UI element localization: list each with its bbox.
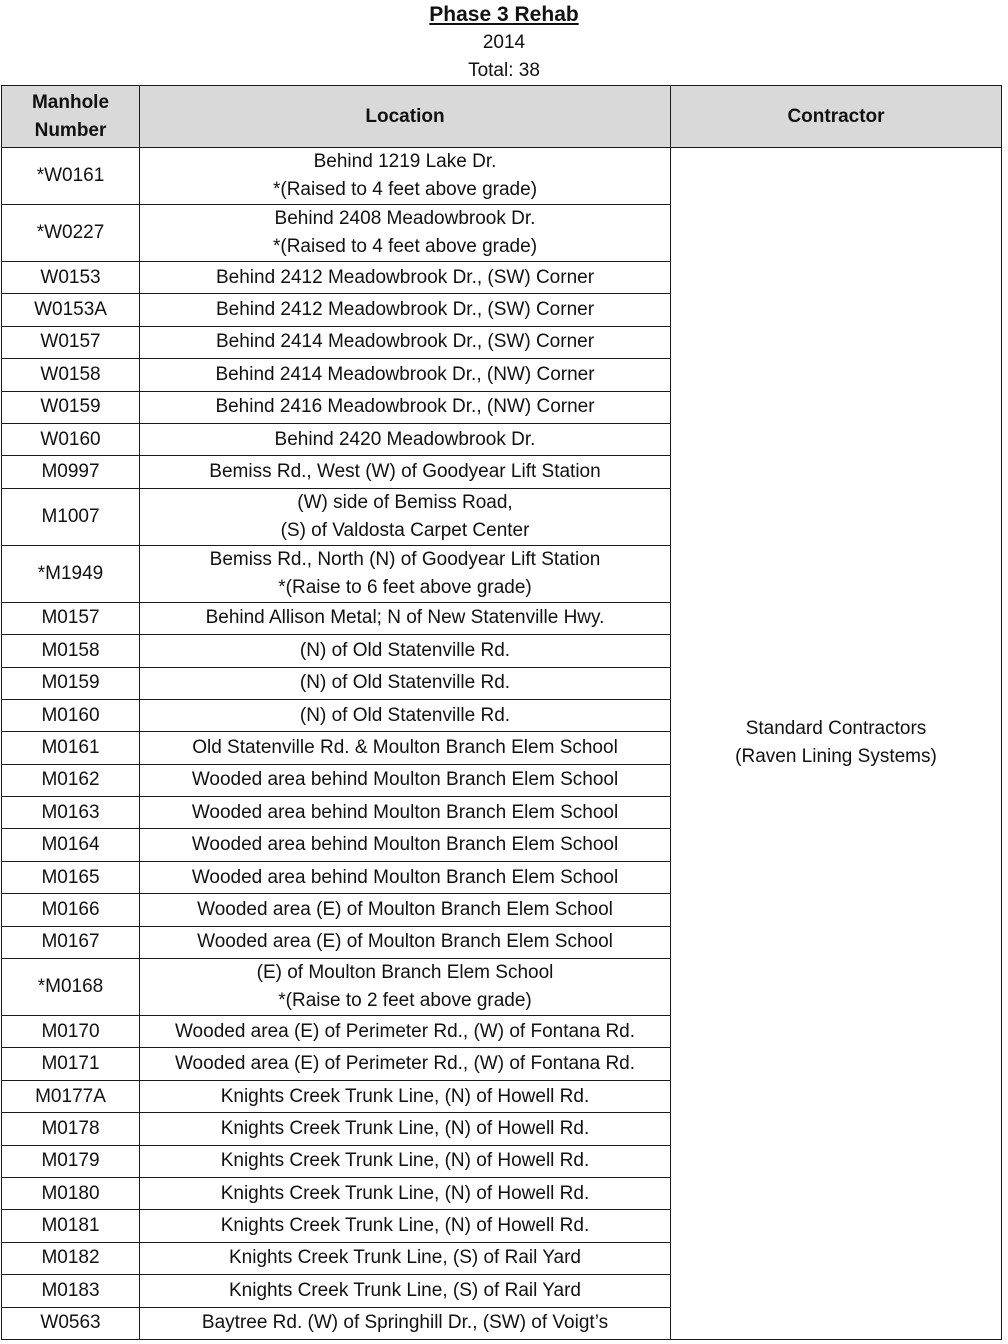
location-line1: Behind 2408 Meadowbrook Dr. [274,208,536,229]
manhole-number-cell: W0159 [2,391,140,423]
manhole-number-cell: M0165 [2,861,140,893]
table-header-row [2,86,1002,148]
location-line2: *(Raised to 4 feet above grade) [272,236,538,257]
manhole-number-cell: W0157 [2,326,140,358]
location-cell [140,732,671,764]
location-cell [140,456,671,488]
manhole-rehab-table [1,85,1002,1340]
location-cell [140,326,671,358]
location-cell [140,959,671,1016]
location-line1: Knights Creek Trunk Line, (N) of Howell Rd. [220,1117,590,1139]
manhole-number-cell: M1007 [2,488,140,545]
location-cell [140,926,671,958]
location-cell [140,294,671,326]
location-cell [140,1242,671,1274]
year-label: 2014 [482,32,526,53]
manhole-number-cell: M0178 [2,1113,140,1145]
manhole-number-cell: M0163 [2,797,140,829]
location-cell [140,262,671,294]
manhole-number-cell: *W0227 [2,205,140,262]
location-cell [140,764,671,796]
location-cell [140,1048,671,1080]
manhole-number-cell: W0563 [2,1307,140,1339]
location-line1: Wooded area behind Moulton Branch Elem School [191,866,619,888]
location-cell [140,1113,671,1145]
location-header: Location [140,86,671,148]
location-line2: *(Raise to 6 feet above grade) [278,576,532,598]
manhole-number-cell: *M1949 [2,545,140,602]
location-line1: Behind 1219 Lake Dr. [313,151,497,172]
manhole-number-cell: M0159 [2,667,140,699]
location-cell [140,699,671,731]
location-cell [140,829,671,861]
manhole-number-cell: M0177A [2,1080,140,1112]
location-cell [140,423,671,455]
location-line1: Wooded area behind Moulton Branch Elem School [191,801,619,823]
manhole-number-cell: M0160 [2,699,140,731]
location-line1: Behind 2414 Meadowbrook Dr., (NW) Corner [215,363,595,385]
manhole-number-cell: M0180 [2,1177,140,1209]
manhole-number-cell: M0167 [2,926,140,958]
location-line1: Knights Creek Trunk Line, (N) of Howell Rd. [220,1085,590,1107]
location-line1: Wooded area (E) of Moulton Branch Elem School [197,898,613,920]
location-line1: (N) of Old Statenville Rd. [299,672,511,694]
location-line1: Old Statenville Rd. & Moulton Branch Elem School [192,736,618,758]
manhole-number-cell: *M0168 [2,959,140,1016]
location-line1: Behind 2412 Meadowbrook Dr., (SW) Corner [215,266,595,288]
location-cell [140,667,671,699]
location-cell [140,1080,671,1112]
location-cell [140,1016,671,1048]
location-line1: Bemiss Rd., West (W) of Goodyear Lift Station [209,461,601,483]
location-cell [140,1275,671,1307]
table-row [2,148,1002,205]
location-cell [140,205,671,262]
location-cell [140,359,671,391]
location-line1: Wooded area (E) of Moulton Branch Elem School [197,931,613,953]
location-cell [140,1210,671,1242]
location-line1: (W) side of Bemiss Road, [297,491,513,513]
manhole-header-line2: Number [34,119,107,141]
manhole-number-cell: M0171 [2,1048,140,1080]
manhole-number-cell: M0161 [2,732,140,764]
location-cell [140,488,671,545]
location-cell [140,861,671,893]
location-line1: Behind 2416 Meadowbrook Dr., (NW) Corner [215,396,595,418]
location-line1: Behind 2412 Meadowbrook Dr., (SW) Corner [215,299,595,321]
location-line1: Knights Creek Trunk Line, (N) of Howell Rd. [220,1215,590,1237]
manhole-number-header [2,86,140,148]
location-line1: Baytree Rd. (W) of Springhill Dr., (SW) of Voigt’s [201,1312,609,1334]
location-line1: (N) of Old Statenville Rd. [299,639,511,661]
location-line1: Wooded area (E) of Perimeter Rd., (W) of Fontana Rd. [174,1020,636,1042]
location-line1: Knights Creek Trunk Line, (N) of Howell Rd. [220,1150,590,1172]
location-cell [140,894,671,926]
location-line1: Knights Creek Trunk Line, (N) of Howell Rd. [220,1182,590,1204]
location-line1: (N) of Old Statenville Rd. [299,704,511,726]
location-line1: Knights Creek Trunk Line, (S) of Rail Yard [228,1247,581,1269]
location-cell [140,545,671,602]
location-line2: *(Raise to 2 feet above grade) [278,990,532,1012]
manhole-number-cell: W0160 [2,423,140,455]
manhole-number-cell: M0181 [2,1210,140,1242]
location-line1: Wooded area behind Moulton Branch Elem School [191,834,619,856]
location-cell [140,1145,671,1177]
location-line2: (S) of Valdosta Carpet Center [280,519,530,541]
contractor-name: Standard Contractors [745,718,927,740]
contractor-header: Contractor [671,86,1002,148]
contractor-cell [671,148,1002,1340]
location-line1: Behind 2414 Meadowbrook Dr., (SW) Corner [215,331,595,353]
manhole-number-cell: M0170 [2,1016,140,1048]
contractor-subname: (Raven Lining Systems) [735,746,937,768]
manhole-number-cell: M0164 [2,829,140,861]
location-cell [140,1177,671,1209]
manhole-number-cell: *W0161 [2,148,140,205]
manhole-number-cell: W0158 [2,359,140,391]
location-line1: Behind 2420 Meadowbrook Dr. [274,428,536,450]
location-line1: Behind Allison Metal; N of New Statenville Hwy. [205,607,605,629]
manhole-number-cell: M0997 [2,456,140,488]
manhole-number-cell: M0166 [2,894,140,926]
manhole-number-cell: M0158 [2,635,140,667]
location-cell [140,391,671,423]
location-line1: Bemiss Rd., North (N) of Goodyear Lift Station [209,548,601,570]
location-cell [140,1307,671,1339]
table-body [2,148,1002,1340]
location-line1: Wooded area behind Moulton Branch Elem School [191,769,619,791]
location-cell [140,602,671,634]
manhole-number-cell: M0162 [2,764,140,796]
location-line2: *(Raised to 4 feet above grade) [272,179,538,200]
location-line1: Knights Creek Trunk Line, (S) of Rail Yard [228,1279,581,1301]
manhole-number-cell: M0179 [2,1145,140,1177]
location-cell [140,148,671,205]
manhole-header-line1: Manhole [31,91,110,113]
location-cell [140,635,671,667]
manhole-number-cell: M0183 [2,1275,140,1307]
manhole-number-cell: M0182 [2,1242,140,1274]
total-count: Total: 38 [468,60,540,81]
location-cell [140,797,671,829]
manhole-number-cell: M0157 [2,602,140,634]
location-line1: (E) of Moulton Branch Elem School [256,962,554,984]
manhole-number-cell: W0153 [2,262,140,294]
page-title: Phase 3 Rehab [429,3,579,26]
location-line1: Wooded area (E) of Perimeter Rd., (W) of Fontana Rd. [174,1053,636,1075]
manhole-number-cell: W0153A [2,294,140,326]
